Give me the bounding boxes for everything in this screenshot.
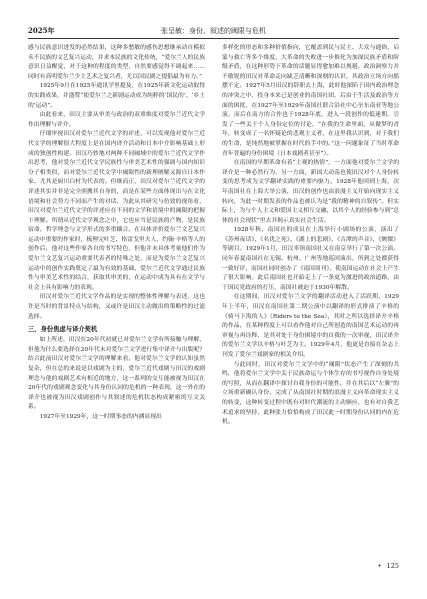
section-heading: 三、身份焦虑与译介契机 bbox=[28, 326, 98, 334]
page-footer bbox=[378, 560, 399, 572]
body-paragraph: 与此同时，田汉对爱尔兰文学中的“阈限”状态产生了深刻的共鸣，他将爱尔兰文学中关于民族命运与个体生存的书写视作自身处境的写照，从而在翻译中探讨自我身份的可能性，并在其后以“左翼”的立场重新确认身份，完成了从南国社时期的浪漫主义向革命现实主义的转变，这种转变过程中既有对时代潮流的主动顺应，也有对自我艺术追求的坚持，此种张力恰恰构成了田汉此一时期身份认同的内在危机。 bbox=[222, 361, 399, 426]
body-paragraph: 由此看来，田汉主要从审美与政治的双重维度对爱尔兰近代文学作出理解与评介。 bbox=[28, 112, 205, 128]
running-title: 张呈敏：身份、叙述的阈限与危机 bbox=[161, 27, 266, 35]
body-paragraph: 感与民族意识进发的必然结果，这种多愁敏的感伤思想继承动自模拟永不民族的文艺复兴运动，并求本民族的文化传统，“爱尔兰人的民族意识日益醒觉，对于这种的程度的类型，自然要感觉得不调起来……同时有高明爱尔兰少主艺术之复兴者，尤以国民剧之提倡最为有力。” bbox=[28, 45, 205, 80]
body-paragraph: 1925年9月在1925年通讯学里提及，在1925年新文化运动取得的实践成果，并盛赞“使爱尔兰之新剧运动成为纯粹的‘国民的’、‘乡土的’运动”。 bbox=[28, 83, 205, 109]
body-paragraph: 多样化的形态和多种价值指向，它覆盖到民与民主、大众与通俗、启蒙与救亡等多个维度，大革命的失败进一步推化为加深民族矛盾和阶级矛盾，在这种形势下革命的话题显得愈加难以规避。政治洞察力并不敏锐的田汉对革命走向缺乏清晰和深刻的认识，其政治立场方向摇摆不定。1927年5月田汉的辞职去上海，此时他深陷于国内政治理念的冲突之中，投身本来已是创业的南国社团，后由于生活及政治等方面的困扰，在1927年至1929年南国社联合沿社中心至东南亚等地公演，而后在南方的合作也于1928年底，进入一段创作的低迷期，引发了一些关于个人身份定位的讨论，“在我的生命里面，从做梦的青年，转变成了一名怀疑论的悲观主义者，在这里我认识到，对于我们的生命，是纯然地被掌握在时代的手中的。”这一问题象征了当时革命青年普遍的身份困境（日本戏剧者甚至”）。 bbox=[222, 45, 399, 157]
body-paragraph: 在南国的早期革命有着“主观的热情”，一方面他对爱尔兰文学的译介是一种必然行为，另一方面，新国大动荡也使田汉对个人身份转变的思考成为文学翻译实践的重要内驱力。1928年他回到上海，次年南国社在上海大举公演，田汉的创作也由浪漫主义开始向现实主义转向，为此一时期发表的作品也被认为是“我的精神的自叙传”。但实际上，为与个人主义和爱国主义相互交融，以其个人的经验参与到“总体的社会现状”里去并揭示真实社会生活。 bbox=[222, 160, 399, 224]
page-number: 125 bbox=[386, 562, 399, 570]
body-paragraph: 如上所述，田汉在20年代初就已对爱尔兰文学有所接触与理解，但他为什么要选择在20年代末对爱尔兰文学进行集中译介与出版呢？结合此前田汉对爱尔兰文学的理解来看，他对爱尔兰文学的认知虽然复杂，但在总的来说是以戏剧为主的，爱尔兰近代戏剧与田汉的戏剧理念与他的戏剧艺术有相近的地方，这一系列的交互能被视为田汉在20年代的戏剧观念变化与其身份认同的危机的一种表现，这一外在的译介也被视为田汉戏剧创作与其叙述的危机状态构成紧密的互文关系。 bbox=[28, 337, 205, 411]
header-rule bbox=[28, 38, 399, 39]
left-column bbox=[28, 44, 205, 580]
body-paragraph: 在这期间，田汉对爱尔兰文学的翻译活动进入了活跃期，1929年上半年，田汉在南国社第二期公演中以翻译的形式排演了辛格的《骑马下海的人》（Riders to the Sea），其时之所以选择译介辛格的作品，在某种程度上可以看作他对自己所创造的南国艺术运动的再审视与再诠释，是其对处于身份困境中的自我的一次审视，田汉译介的爱尔兰文学以辛格与叶芝为主。1929年4月，他更是直接在杂志上刊发了爱尔兰戏剧家的相关介绍。 bbox=[222, 294, 399, 358]
footer-bullet: • bbox=[377, 562, 382, 570]
body-paragraph: 1927年至1929年，这一时期事态的内涵显现出 bbox=[39, 413, 162, 420]
journal-year: 2025年 bbox=[28, 26, 55, 35]
page-header bbox=[28, 24, 399, 38]
body-paragraph: 仔细审视田汉对爱尔兰近代文学的评述，可以发现他对爱尔兰近代文学的理解很大程度上是在国内译介活动和日本中介影响基础上形成的独创性构建。田汉巧妙地对两种不同阈域中的爱尔兰近代文学作出思考，他对爱尔兰近代文学民族性与审美艺术性的强调与国内知识分子相类似，而对爱尔兰近代文学中阈限性的新理阐解又源自日本作家、尤其是厨川白村为代表的。但继而正，田汉对爱尔兰近代文学的评述其实并非是完全照搬其自身的，而是在某些方面体现出与在文化语境和社会势力不同而产生的对话，为此从其研究与仿效的视角看，田汉对爱尔兰近代文学的评述应在不同的文学和语境中的阈限的把握下理解。所谓从近代文学观念之中，它也应当是民族的产物，是民族宿命、哲学理念与文学形式的多重耦合。在具体评价爱尔兰文艺复兴运动中重要的作家时，梳理完叶芝、格雷戈里夫人、约翰·辛格等人的创作后，他对这些作家各自的书写特色，但他并未具体考量他们作为爱尔兰文艺复兴运动重要代表者的特殊之处，而是为爱尔兰文艺复兴运动中的创作实践奠定了最为有效的基础，爱尔兰近代文学通过民族性与审美艺术性的结合，获取其审美的，在运动中成为具有在文学与社会上具有影响力的表现。 bbox=[28, 131, 205, 291]
body-paragraph: 1928年秋，南国社的成员在上海举行小剧场的公演，演出了《苏州夜话》、《名优之死》、《湖上的悲剧》、《古潭的声音》、《颤慄》等剧目。1929年1月，田汉率领南国社又在南京举行了第一次公演。同年春夏南国社在无锡、杭州、广州等地巡回演出，所到之处都获得一致好评，南国社同时创办了《南国周刊》，使南国运动在社会上产生了很大影响。此后南国社也开始走上了一条更为激进的政治道路，由于国民党政府的打压，南国社被迫于1930年解散。 bbox=[222, 227, 399, 291]
body-paragraph: 田汉对爱尔兰近代文学作品的是实现的整体性理解与表述，这也许是当时的背景特点与结构，又或许是田汉主动做出的策略性的过滤选择。 bbox=[28, 294, 205, 320]
right-column bbox=[222, 44, 399, 560]
